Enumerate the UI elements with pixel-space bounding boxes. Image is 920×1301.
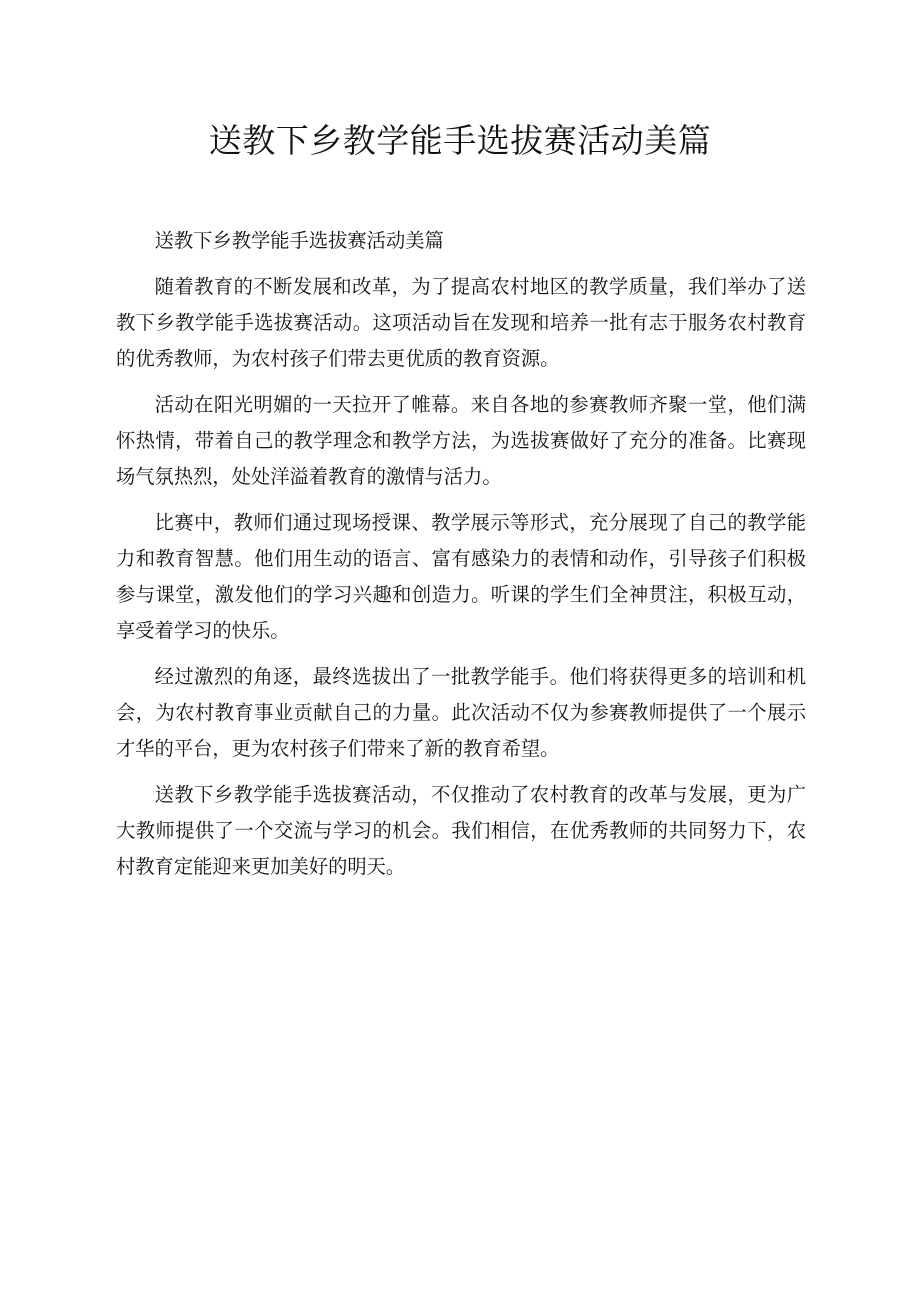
paragraph-2: 活动在阳光明媚的一天拉开了帷幕。来自各地的参赛教师齐聚一堂，他们满怀热情，带着自己的教学理念和教学方法，为选拔赛做好了充分的准备。比赛现场气氛热烈，处处洋溢着教育的激情与活力。 xyxy=(116,393,806,488)
paragraph-4: 经过激烈的角逐，最终选拔出了一批教学能手。他们将获得更多的培训和机会，为农村教育事业贡献自己的力量。此次活动不仅为参赛教师提供了一个展示才华的平台，更为农村孩子们带来了新的教育希望。 xyxy=(116,665,806,760)
document-title: 送教下乡教学能手选拔赛活动美篇 xyxy=(208,121,712,160)
paragraph-5: 送教下乡教学能手选拔赛活动，不仅推动了农村教育的改革与发展，更为广大教师提供了一个交流与学习的机会。我们相信，在优秀教师的共同努力下，农村教育定能迎来更加美好的明天。 xyxy=(116,783,806,878)
paragraph-subtitle: 送教下乡教学能手选拔赛活动美篇 xyxy=(154,229,444,252)
document-body xyxy=(116,223,806,895)
paragraph-3: 比赛中，教师们通过现场授课、教学展示等形式，充分展现了自己的教学能力和教育智慧。他们用生动的语言、富有感染力的表情和动作，引导孩子们积极参与课堂，激发他们的学习兴趣和创造力。听课的学生们全神贯注，积极互动，享受着学习的快乐。 xyxy=(116,511,806,642)
paragraph-1: 随着教育的不断发展和改革，为了提高农村地区的教学质量，我们举办了送教下乡教学能手选拔赛活动。这项活动旨在发现和培养一批有志于服务农村教育的优秀教师，为农村孩子们带去更优质的教育资源。 xyxy=(116,275,806,370)
